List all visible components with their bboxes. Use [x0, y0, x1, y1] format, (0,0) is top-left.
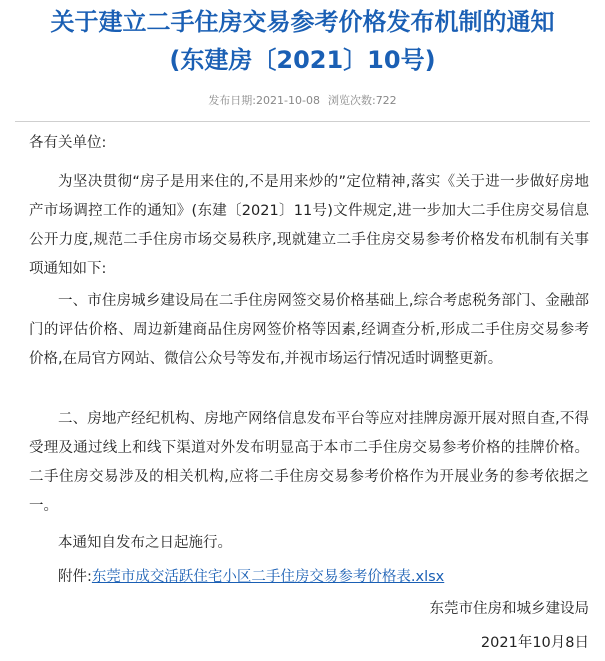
effective-date-paragraph: 本通知自发布之日起施行。 [58, 535, 232, 551]
publish-date-label: 发布日期: [208, 94, 257, 107]
attachment-line [29, 565, 589, 589]
issue-date: 2021年10月8日 [480, 635, 589, 651]
clause-one-paragraph: 一、市住房城乡建设局在二手住房网签交易价格基础上,综合考虑税务部门、金融部门的评估价格、周边新建商品住房网签价格等因素,经调查分析,形成二手住房交易参考价格,在局官方网站、微信公众号等发布,并视市场运行情况适时调整更新。 [29, 293, 589, 367]
view-count: 722 [375, 94, 397, 107]
publish-date: 2021-10-08 [256, 94, 320, 107]
notice-title: 关于建立二手住房交易参考价格发布机制的通知 [50, 8, 555, 36]
view-count-label: 浏览次数: [327, 94, 376, 107]
header-divider [15, 121, 590, 122]
intro-paragraph: 为坚决贯彻“房子是用来住的,不是用来炒的”定位精神,落实《关于进一步做好房地产市场调控工作的通知》(东建〔2021〕11号)文件规定,进一步加大二手住房交易信息公开力度,规范二手住房市场交易秩序,现就建立二手住房交易参考价格发布机制有关事项通知如下: [29, 174, 589, 277]
issuing-organization: 东莞市住房和城乡建设局 [429, 601, 589, 617]
salutation: 各有关单位: [29, 135, 107, 151]
attachment-label: 附件: [58, 569, 92, 585]
attachment-link[interactable]: 东莞市成交活跃住宅小区二手住房交易参考价格表.xlsx [91, 569, 445, 585]
notice-document-number: (东建房〔2021〕10号) [169, 46, 436, 74]
article-meta [0, 94, 605, 108]
clause-two-paragraph: 二、房地产经纪机构、房地产网络信息发布平台等应对挂牌房源开展对照自查,不得受理及通过线上和线下渠道对外发布明显高于本市二手住房交易参考价格的挂牌价格。二手住房交易涉及的相关机构,应将二手住房交易参考价格作为开展业务的参考依据之一。 [29, 411, 589, 514]
